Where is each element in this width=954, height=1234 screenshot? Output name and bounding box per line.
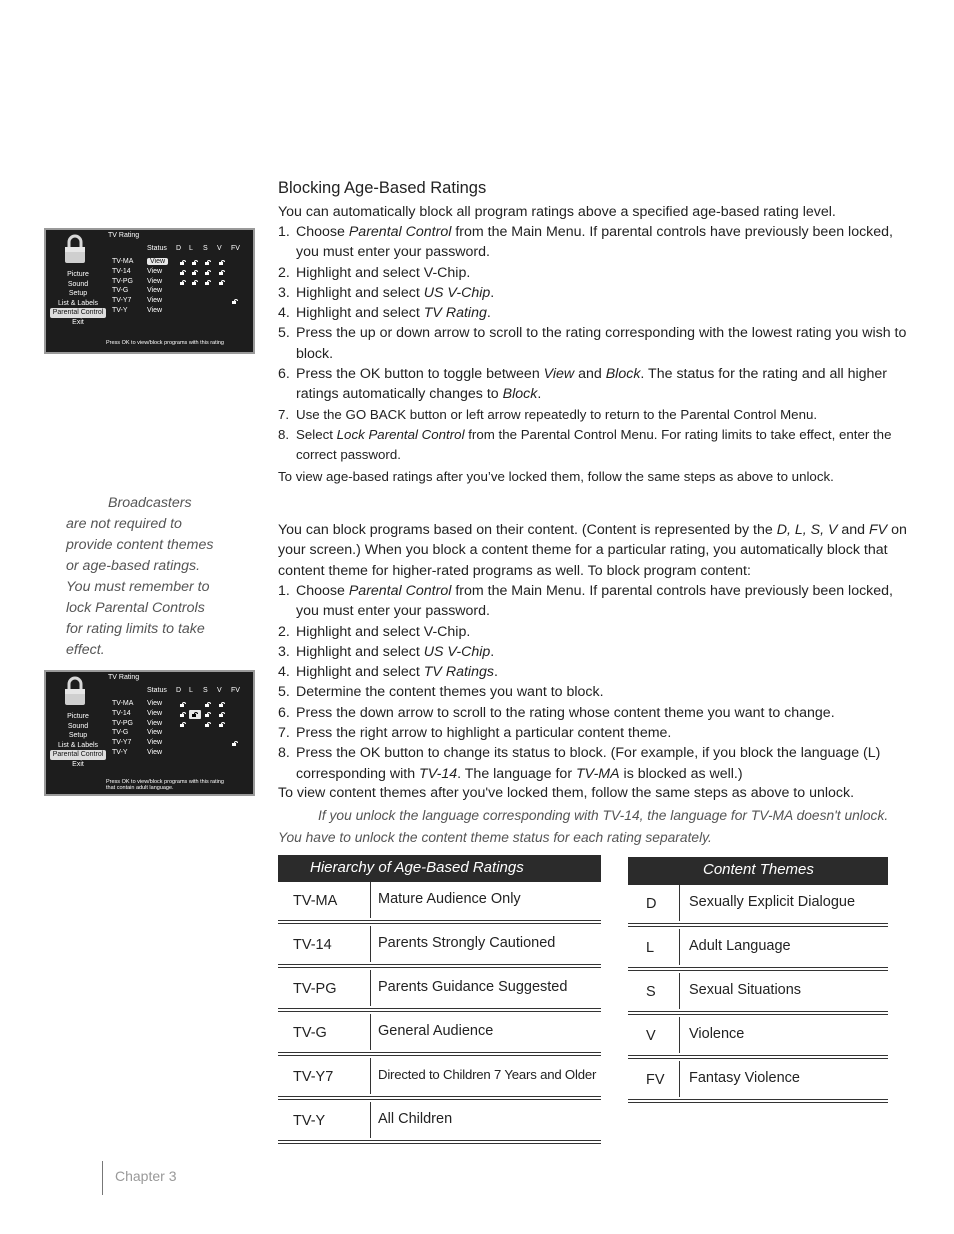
tv-column-header: D (176, 245, 182, 252)
table-code-cell: TV-G (293, 1025, 327, 1041)
tv-status-value: View (147, 709, 163, 717)
ratings-table-title: Hierarchy of Age-Based Ratings (310, 859, 524, 876)
table-desc-cell: Parents Strongly Cautioned (378, 935, 556, 951)
text-run: D, L, S, V (776, 522, 838, 538)
tv-column-header: Status (147, 687, 167, 694)
text-run: and (837, 522, 869, 538)
tv-lock-icon (192, 270, 198, 275)
table-row-divider (278, 1140, 601, 1144)
table-row-divider (278, 1008, 601, 1012)
footer-divider (102, 1161, 103, 1195)
tv-lock-icon (219, 702, 225, 707)
table-code-cell: S (646, 984, 656, 1000)
step-number: 4. (278, 305, 290, 322)
tv-menu-item: Picture (67, 713, 89, 720)
tv-menu-item: Exit (72, 318, 84, 326)
table-row-divider (628, 923, 888, 927)
text-run: Highlight and select (296, 284, 424, 301)
text-run: Highlight and select V-Chip. (296, 264, 471, 281)
tv-lock-icon (219, 270, 225, 275)
text-run: . (490, 643, 495, 660)
tv-rating-title: TV Rating (108, 232, 140, 239)
table-desc-cell: Sexually Explicit Dialogue (689, 894, 856, 910)
table-column-divider (370, 926, 371, 962)
text-run: . (486, 305, 491, 322)
tv-menu-item: Sound (67, 280, 89, 288)
tv-status-value: View (147, 700, 163, 707)
text-run: Highlight and select (296, 305, 424, 322)
themes-table-title: Content Themes (703, 861, 814, 878)
ratings-table-header (278, 855, 601, 882)
step-item (278, 723, 908, 743)
text-run: Parental Control (348, 583, 452, 599)
themes-table-header (628, 857, 888, 885)
tv-rating-row-label: TV-Y (112, 749, 128, 756)
table-column-divider (370, 1102, 371, 1138)
tv-rating-screen-1 (44, 228, 255, 354)
text-run: Highlight and select (296, 643, 424, 660)
step-number: 8. (278, 745, 290, 762)
section2-steps (278, 581, 908, 784)
table-row-divider (628, 1055, 888, 1059)
step-number: 6. (278, 704, 290, 721)
tv-rating-row-label: TV-Y7 (112, 739, 132, 747)
text-run: Press the OK button to toggle between (296, 366, 544, 383)
text-run: Press the right arrow to highlight a particular content theme. (296, 725, 672, 742)
tv-lock-icon (232, 741, 238, 746)
section2-note: If you unlock the language corresponding with TV-14, the language for TV-MA doesn't unlock. You have to unlock the content theme status for each rating separately. (278, 808, 889, 845)
tv-menu-item: Parental Control (50, 308, 106, 318)
step-item (278, 222, 908, 263)
table-desc-cell: Fantasy Violence (689, 1070, 800, 1086)
table-desc-cell: Adult Language (689, 938, 791, 954)
table-code-cell: FV (646, 1072, 665, 1088)
tv-lock-icon (232, 299, 238, 304)
tv-menu-item: Setup (68, 732, 88, 740)
tv-footer-hint: that contain adult language. (106, 785, 174, 791)
step-item (278, 283, 908, 303)
tv-menu-item: Exit (72, 760, 84, 768)
step-item (278, 405, 908, 425)
tv-rating-row-label: TV-14 (112, 267, 131, 275)
tv-column-header: S (203, 245, 208, 252)
tv-lock-icon (180, 260, 186, 265)
step-number: 5. (278, 684, 290, 701)
tv-lock-icon (180, 280, 186, 285)
tv-side-menu (50, 712, 106, 770)
text-run: US V-Chip (423, 284, 491, 301)
text-run: and (574, 366, 606, 383)
tv-column-header: V (217, 687, 222, 694)
text-run: . (537, 386, 542, 403)
text-run: Press the down arrow to scroll to the rating whose content theme you want to change. (296, 704, 835, 721)
tv-column-header: L (189, 687, 193, 694)
table-desc-cell: Directed to Children 7 Years and Older (378, 1067, 597, 1082)
text-run: TV-14 (419, 765, 458, 782)
tv-rating-row-label: TV-Y (112, 307, 128, 314)
tv-status-value: View (147, 729, 163, 737)
step-number: 2. (278, 264, 290, 281)
text-run: Choose (296, 583, 349, 599)
step-number: 1. (278, 583, 290, 599)
tv-rating-row-label: TV-Y7 (112, 297, 132, 305)
tv-lock-icon (205, 712, 211, 717)
table-column-divider (679, 885, 680, 921)
tv-status-value: View (147, 749, 163, 756)
step-item (278, 622, 908, 642)
text-run: Block (502, 386, 538, 403)
table-row-divider (278, 964, 601, 968)
step-number: 3. (278, 643, 290, 660)
tv-column-header: FV (231, 245, 240, 252)
table-row-divider (278, 920, 601, 924)
step-number: 6. (278, 366, 290, 383)
tv-status-value: View (147, 297, 163, 305)
tv-column-header: V (217, 245, 222, 252)
tv-lock-icon (219, 280, 225, 285)
tv-status-value: View (147, 739, 163, 747)
tv-rating-row-label: TV-PG (112, 719, 134, 727)
table-desc-cell: Sexual Situations (689, 982, 802, 998)
tv-lock-icon (205, 270, 211, 275)
tv-status-value: View (147, 307, 163, 314)
step-item (278, 581, 908, 622)
table-column-divider (679, 929, 680, 965)
text-run: Block (605, 366, 641, 383)
table-column-divider (370, 882, 371, 918)
step-number: 1. (278, 224, 290, 240)
tv-footer-hint: Press OK to view/block programs with this rating (106, 779, 224, 785)
tv-lock-icon (180, 712, 186, 717)
text-run: Use the GO BACK button or left arrow repeatedly to return to the Parental Control Menu. (296, 406, 818, 422)
table-row-divider (628, 1011, 888, 1015)
sidebar-note: Broadcasters are not required to provide content themes or age-based ratings. You must remember to lock Parental Controls for rating limits to take effect. (66, 495, 214, 658)
section2-intro (278, 520, 908, 581)
step-item (278, 662, 908, 682)
tv-rating-row-label: TV-G (112, 729, 129, 737)
step-number: 5. (278, 325, 290, 342)
table-code-cell: TV-14 (293, 937, 332, 953)
step-item (278, 682, 908, 702)
text-run: View (543, 366, 575, 383)
table-code-cell: V (646, 1028, 656, 1044)
table-code-cell: TV-PG (293, 981, 337, 997)
tv-menu-item: Sound (67, 722, 89, 730)
text-run: Parental Control (348, 224, 452, 240)
text-run: Select (296, 426, 337, 442)
text-run: TV Rating (423, 305, 487, 322)
step-item (278, 642, 908, 662)
tv-rating-row-label: TV-14 (112, 709, 131, 717)
text-run: from the Parental Control Menu. For rating limits to take effect, enter the correct password. (296, 426, 892, 463)
step-number: 2. (278, 623, 290, 640)
table-column-divider (370, 970, 371, 1006)
text-run: Press the up or down arrow to scroll to the rating corresponding with the lowest rating you wish to block. (296, 325, 907, 362)
tv-status-value: View (147, 277, 163, 285)
tv-status-value: View (147, 719, 163, 727)
step-item (278, 425, 908, 466)
table-row-divider (278, 1096, 601, 1100)
tv-menu-item: List & Labels (57, 741, 99, 749)
tv-lock-icon (192, 280, 198, 285)
table-row-divider (628, 967, 888, 971)
text-run: Determine the content themes you want to block. (296, 684, 604, 701)
table-column-divider (370, 1058, 371, 1094)
tv-lock-icon (192, 260, 198, 265)
step-item (278, 263, 908, 283)
tv-column-header: S (203, 687, 208, 694)
table-code-cell: TV-MA (293, 893, 338, 909)
tv-side-menu (50, 270, 106, 328)
step-number: 4. (278, 664, 290, 681)
table-code-cell: TV-Y (293, 1113, 326, 1129)
table-row-divider (628, 1099, 888, 1103)
tv-status-value: View (147, 267, 163, 275)
tv-status-value: View (147, 287, 163, 295)
table-code-cell: TV-Y7 (293, 1069, 334, 1085)
table-column-divider (679, 1017, 680, 1053)
padlock-icon (64, 676, 86, 706)
table-desc-cell: All Children (378, 1111, 453, 1127)
text-run: is blocked as well.) (619, 765, 743, 782)
tv-footer-hint: Press OK to view/block programs with this rating (106, 340, 224, 346)
text-run: from the Main Menu. If parental controls have previously been locked, you must enter your password. (296, 583, 893, 620)
section1-steps (278, 222, 908, 466)
step-number: 3. (278, 284, 290, 301)
text-run: . (490, 284, 495, 301)
step-item (278, 323, 908, 364)
tv-rating-row-label: TV-G (112, 287, 129, 295)
text-run: . The language for (457, 765, 576, 782)
tv-lock-icon (180, 270, 186, 275)
table-desc-cell: Violence (689, 1026, 745, 1042)
tv-lock-icon (219, 712, 225, 717)
tv-rating-title: TV Rating (108, 674, 140, 681)
tv-lock-icon (205, 702, 211, 707)
tv-rating-row-label: TV-MA (112, 700, 134, 707)
tv-column-header: FV (231, 687, 240, 694)
section2-outro: To view content themes after you've locked them, follow the same steps as above to unlock. (278, 785, 855, 801)
tv-column-header: D (176, 687, 182, 694)
text-run: on your screen.) When you block a content theme for a particular rating, you automatically block that content theme for higher-rated programs as well. To block program content: (278, 522, 907, 579)
tv-lock-icon (192, 712, 198, 717)
text-run: FV (868, 522, 888, 538)
text-run: Choose (296, 224, 349, 240)
tv-menu-item: Setup (68, 290, 88, 298)
text-run: You can block programs based on their content. (Content is represented by the (278, 522, 777, 538)
text-run: TV Ratings (423, 664, 494, 681)
text-run: from the Main Menu. If parental controls have previously been locked, you must enter your password. (296, 224, 893, 261)
text-run: . (493, 664, 498, 681)
tv-status-value: View (147, 258, 168, 265)
step-item (278, 743, 908, 784)
tv-rating-row-label: TV-MA (112, 258, 134, 265)
table-desc-cell: General Audience (378, 1023, 494, 1039)
table-code-cell: L (646, 940, 655, 956)
table-desc-cell: Parents Guidance Suggested (378, 979, 568, 995)
text-run: US V-Chip (423, 643, 491, 660)
step-number: 8. (278, 426, 290, 442)
text-run: Highlight and select (296, 664, 424, 681)
text-run: . The status for the rating and all higher ratings automatically changes to (296, 366, 888, 403)
tv-column-header: Status (147, 245, 167, 252)
tv-lock-icon (205, 280, 211, 285)
table-row-divider (278, 1052, 601, 1056)
table-code-cell: D (646, 896, 657, 912)
step-number: 7. (278, 725, 290, 742)
step-item (278, 303, 908, 323)
step-number: 7. (278, 406, 290, 422)
tv-lock-icon (219, 722, 225, 727)
tv-lock-icon (205, 722, 211, 727)
tv-lock-icon (205, 260, 211, 265)
text-run: Lock Parental Control (336, 426, 465, 442)
table-column-divider (370, 1014, 371, 1050)
tv-column-header: L (189, 245, 193, 252)
table-desc-cell: Mature Audience Only (378, 891, 521, 907)
table-column-divider (679, 973, 680, 1009)
section-heading: Blocking Age-Based Ratings (278, 179, 487, 197)
section1-outro: To view age-based ratings after you’ve locked them, follow the same steps as above to unlock. (278, 469, 834, 484)
tv-menu-item: List & Labels (57, 299, 99, 307)
step-item (278, 364, 908, 405)
section1-intro: You can automatically block all program ratings above a specified age-based rating level. (278, 204, 836, 220)
text-run: Highlight and select V-Chip. (296, 623, 471, 640)
padlock-icon (64, 234, 86, 264)
tv-menu-item: Parental Control (50, 750, 106, 760)
tv-lock-icon (219, 260, 225, 265)
tv-menu-item: Picture (67, 271, 89, 278)
text-run: Press the OK button to change its status to block. (For example, if you block the language (L) corresponding with (296, 745, 881, 782)
text-run: TV-MA (575, 765, 620, 782)
tv-lock-icon (180, 702, 186, 707)
tv-lock-icon (180, 722, 186, 727)
tv-rating-row-label: TV-PG (112, 277, 134, 285)
table-column-divider (679, 1061, 680, 1097)
chapter-label: Chapter 3 (115, 1168, 177, 1184)
step-item (278, 703, 908, 723)
tv-rating-screen-2 (44, 670, 255, 796)
